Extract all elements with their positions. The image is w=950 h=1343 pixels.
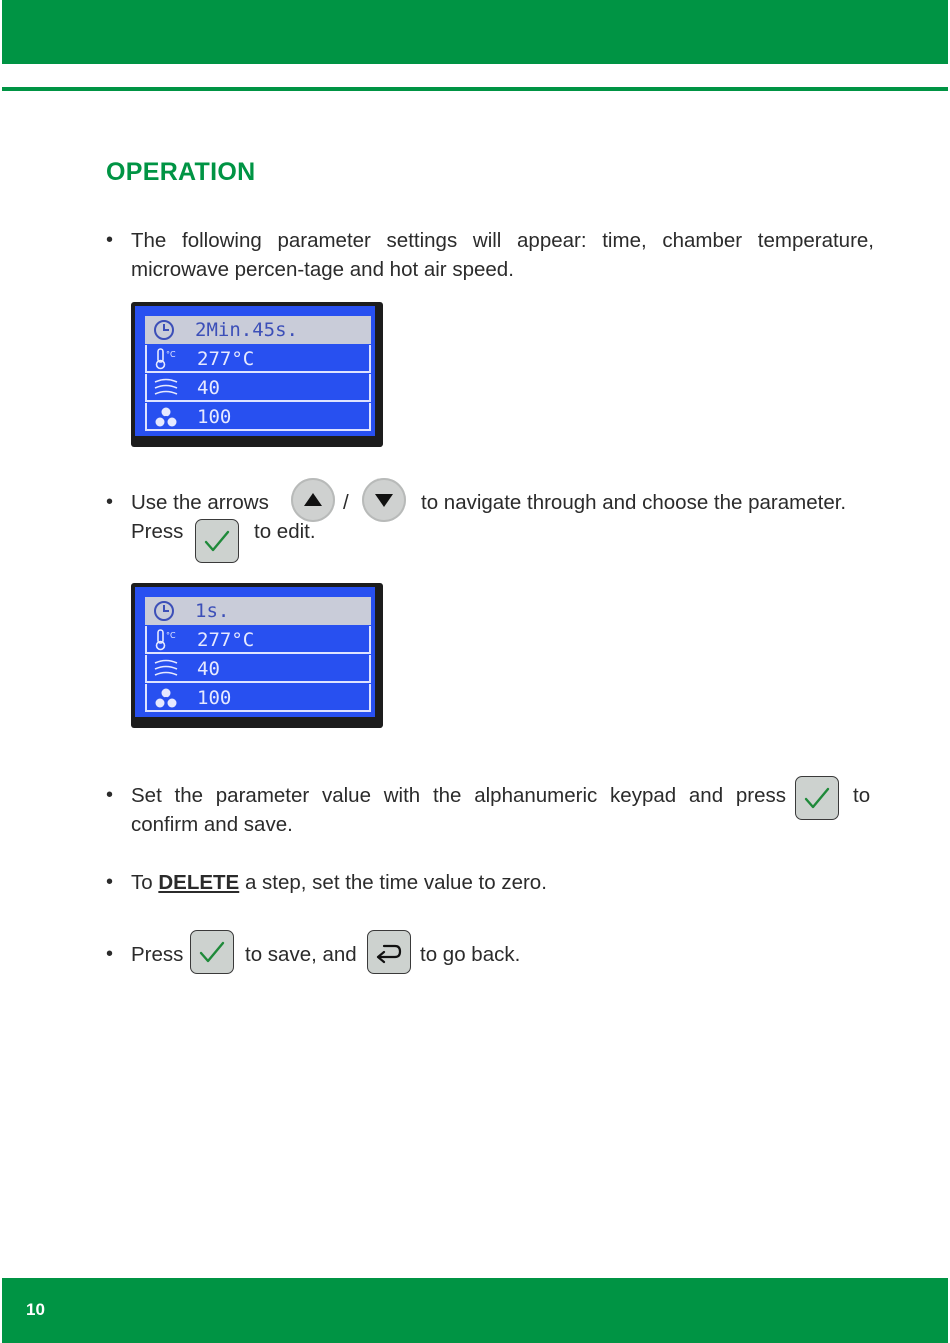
bullet-3: • — [106, 784, 114, 806]
check-icon — [197, 938, 227, 966]
p3-to: to — [853, 784, 871, 807]
lcd-display-1 — [131, 302, 383, 447]
bullet-1: • — [106, 229, 114, 251]
microwave-icon — [153, 377, 179, 399]
lcd-value-microwave: 40 — [197, 658, 220, 680]
lcd-row-temperature — [145, 626, 371, 654]
p5-press: Press — [131, 943, 184, 966]
lcd-row-time — [145, 597, 371, 625]
lcd-value-time: 2Min.45s. — [195, 319, 298, 341]
lcd-row-fan — [145, 684, 371, 712]
confirm-button[interactable] — [795, 776, 839, 820]
p2-slash: / — [343, 491, 349, 514]
svg-text:°C: °C — [166, 631, 176, 640]
lcd-row-time — [145, 316, 371, 344]
p2-after: to navigate through and choose the parameter. — [421, 491, 847, 514]
lcd-row-microwave — [145, 374, 371, 402]
lcd-display-2 — [131, 583, 383, 728]
lcd-row-microwave — [145, 655, 371, 683]
arrow-down-button[interactable] — [362, 478, 406, 522]
bullet-2: • — [106, 491, 114, 513]
lcd-row-temperature — [145, 345, 371, 373]
p4-after: a step, set the time value to zero. — [244, 871, 547, 894]
p5-to-go-back: to go back. — [420, 943, 521, 966]
p1-line2: microwave percen-tage and hot air speed. — [131, 258, 514, 281]
p3-line1: Set the parameter value with the alphanumeric keypad and press — [131, 784, 786, 807]
arrow-up-icon — [301, 488, 325, 512]
lcd-value-temperature: 277°C — [197, 629, 255, 651]
back-button[interactable] — [367, 930, 411, 974]
footer-bar — [2, 1278, 948, 1343]
lcd-value-time: 1s. — [195, 600, 230, 622]
arrow-down-icon — [372, 488, 396, 512]
check-icon — [802, 784, 832, 812]
back-arrow-icon — [374, 938, 404, 966]
thermometer-icon — [153, 629, 179, 651]
fan-icon — [153, 406, 179, 428]
clock-icon — [151, 319, 177, 341]
lcd-value-microwave: 40 — [197, 377, 220, 399]
page-number: 10 — [26, 1300, 45, 1319]
check-icon — [202, 527, 232, 555]
clock-icon — [151, 600, 177, 622]
lcd-row-fan — [145, 403, 371, 431]
section-title: OPERATION — [106, 158, 256, 186]
p2-to-edit: to edit. — [254, 520, 316, 543]
p2-press: Press — [131, 520, 184, 543]
bullet-5: • — [106, 943, 114, 965]
microwave-icon — [153, 658, 179, 680]
lcd-value-fan: 100 — [197, 687, 232, 709]
p4-before: To — [131, 871, 153, 894]
p1-line1: The following parameter settings will appear: time, chamber temperature, — [131, 229, 874, 252]
arrow-up-button[interactable] — [291, 478, 335, 522]
svg-text:°C: °C — [166, 350, 176, 359]
p3-line2: confirm and save. — [131, 813, 293, 836]
fan-icon — [153, 687, 179, 709]
p4-delete-emphasis: DELETE — [158, 871, 240, 894]
bullet-4: • — [106, 871, 114, 893]
p5-to-save: to save, and — [245, 943, 357, 966]
header-bar — [2, 0, 948, 64]
p4-text — [131, 868, 547, 897]
header-rule — [2, 87, 948, 91]
lcd-value-temperature: 277°C — [197, 348, 255, 370]
confirm-button[interactable] — [190, 930, 234, 974]
lcd-value-fan: 100 — [197, 406, 232, 428]
p2-before: Use the arrows — [131, 491, 269, 514]
confirm-button[interactable] — [195, 519, 239, 563]
thermometer-icon — [153, 348, 179, 370]
